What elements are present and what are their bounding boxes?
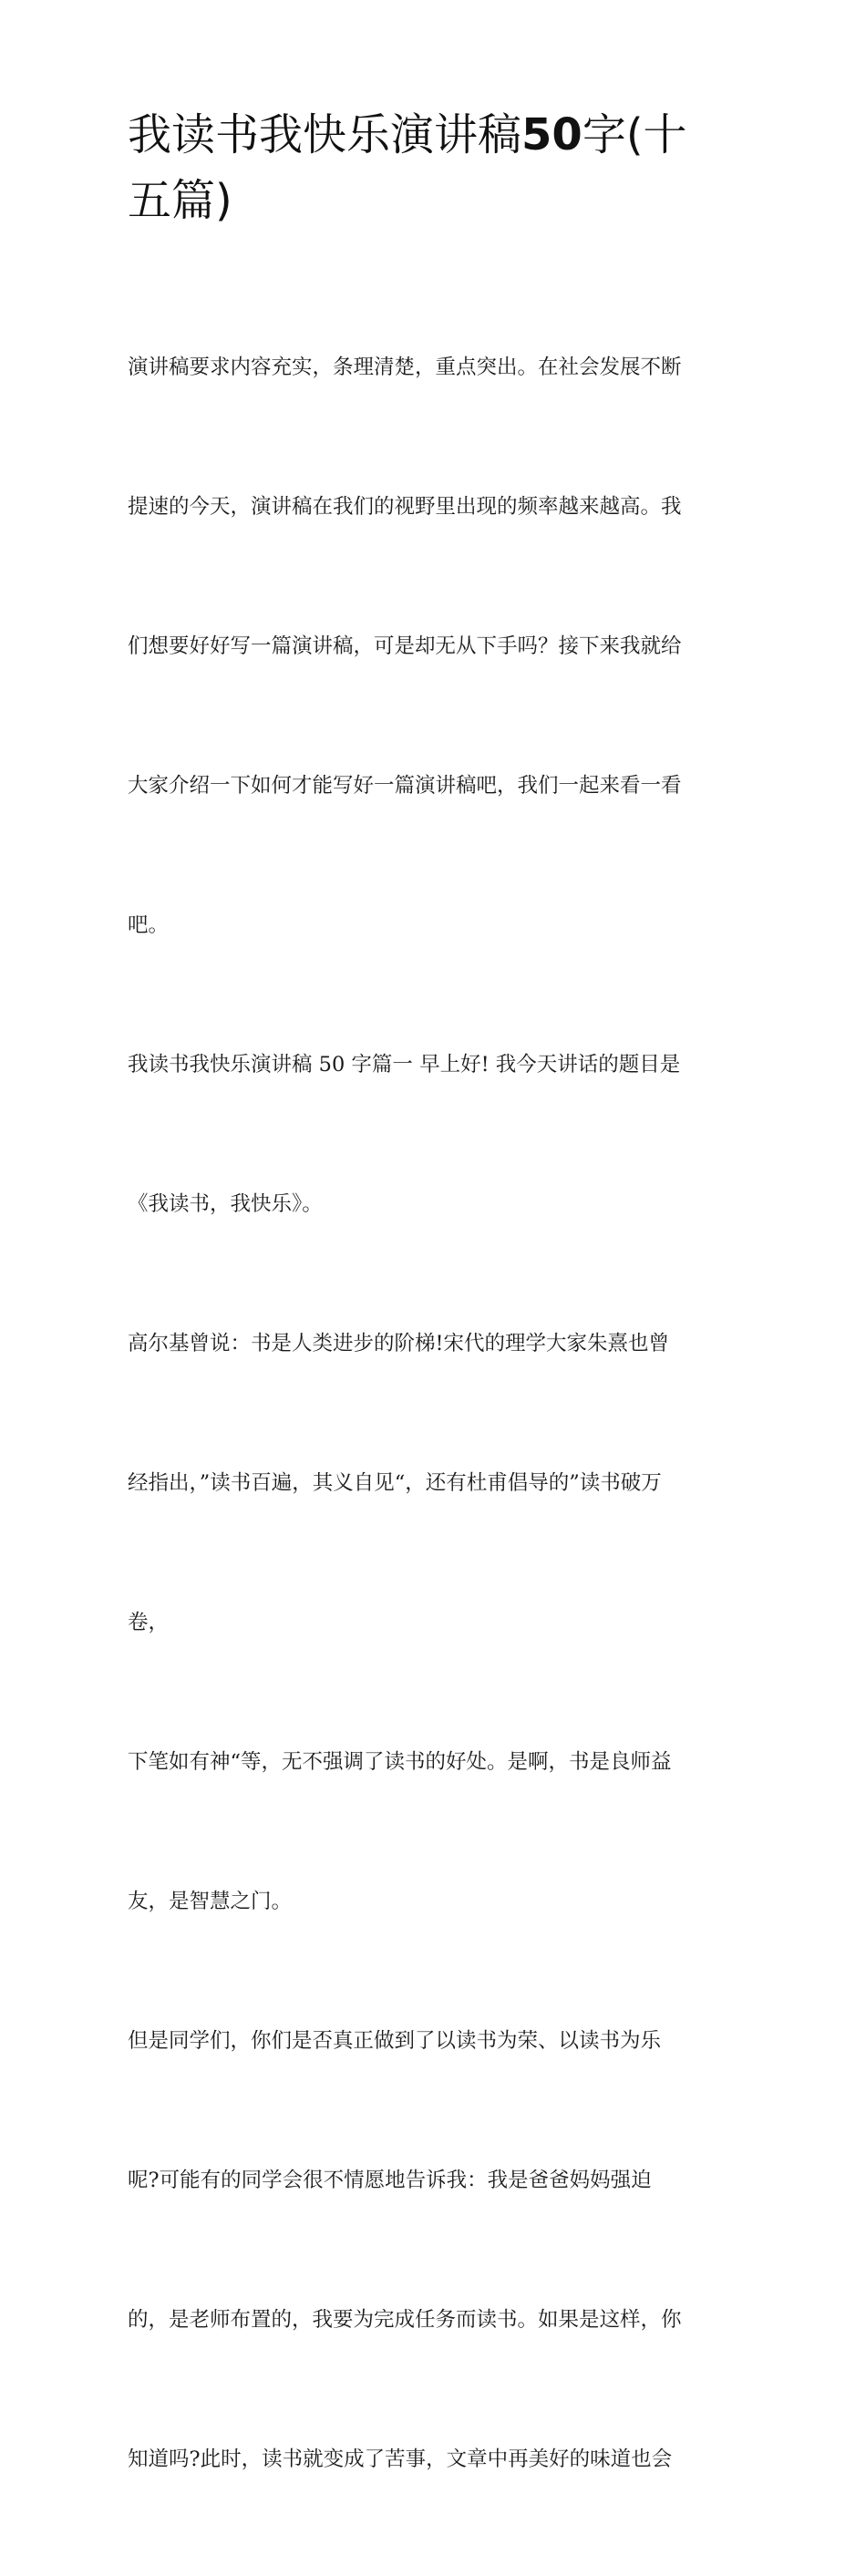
document-title bbox=[128, 102, 747, 233]
title-text-part2: 字(十 bbox=[582, 109, 687, 160]
body-line: 知道吗?此时，读书就变成了苦事，文章中再美好的味道也会 bbox=[128, 2447, 673, 2471]
body-line: 但是同学们，你们是否真正做到了以读书为荣、以读书为乐 bbox=[128, 2029, 662, 2053]
body-line: 友，是智慧之门。 bbox=[128, 1890, 293, 1913]
body-line: 高尔基曾说：书是人类进步的阶梯!宋代的理学大家朱熹也曾 bbox=[128, 1332, 670, 1355]
body-line: 们想要好好写一篇演讲稿，可是却无从下手吗？接下来我就给 bbox=[128, 634, 682, 658]
title-number: 50 bbox=[521, 109, 582, 160]
body-line: 的，是老师布置的，我要为完成任务而读书。如果是这样，你 bbox=[128, 2308, 682, 2332]
title-text-part1: 我读书我快乐演讲稿 bbox=[128, 109, 522, 160]
title-text-line2: 五篇) bbox=[128, 175, 232, 226]
body-line: 提速的今天，演讲稿在我们的视野里出现的频率越来越高。我 bbox=[128, 495, 682, 519]
document-page bbox=[128, 102, 747, 2576]
document-body bbox=[128, 252, 747, 2576]
body-line: 我读书我快乐演讲稿 50 字篇一 早上好! 我今天讲话的题目是 bbox=[128, 1053, 681, 1077]
body-line: 《我读书，我快乐》。 bbox=[128, 1192, 323, 1216]
body-line: 吧。 bbox=[128, 913, 170, 937]
body-line: 演讲稿要求内容充实，条理清楚，重点突出。在社会发展不断 bbox=[128, 355, 682, 379]
body-line: 经指出，”读书百遍，其义自见“，还有杜甫倡导的”读书破万 bbox=[128, 1471, 662, 1495]
body-line: 下笔如有神“等，无不强调了读书的好处。是啊，书是良师益 bbox=[128, 1750, 672, 1774]
body-line: 大家介绍一下如何才能写好一篇演讲稿吧，我们一起来看一看 bbox=[128, 774, 682, 798]
body-line: 呢?可能有的同学会很不情愿地告诉我：我是爸爸妈妈强迫 bbox=[128, 2169, 652, 2192]
body-line: 卷， bbox=[128, 1611, 170, 1634]
